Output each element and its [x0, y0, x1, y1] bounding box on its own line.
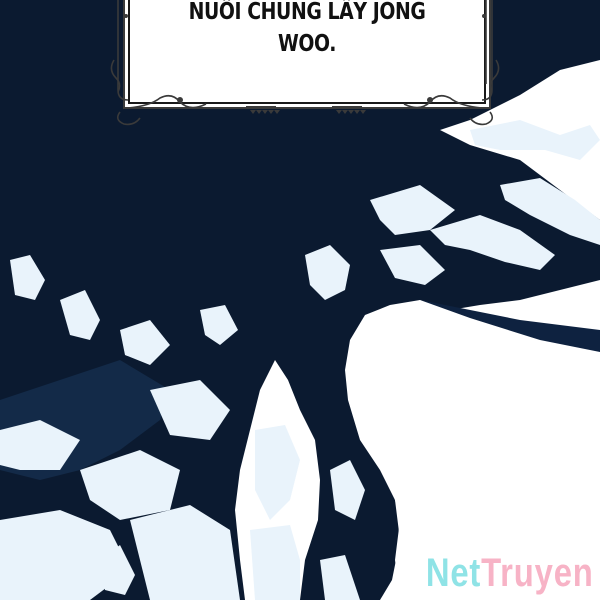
nettruyen-watermark: [426, 551, 594, 596]
caption-line-1: NUÔI CHUNG LẤY JONG: [188, 0, 426, 25]
caption-line-2: WOO.: [278, 31, 336, 57]
caption-frame-ornament: [110, 0, 500, 130]
watermark-part-1: Net: [426, 551, 482, 595]
watermark-part-2: Truyen: [481, 551, 594, 595]
